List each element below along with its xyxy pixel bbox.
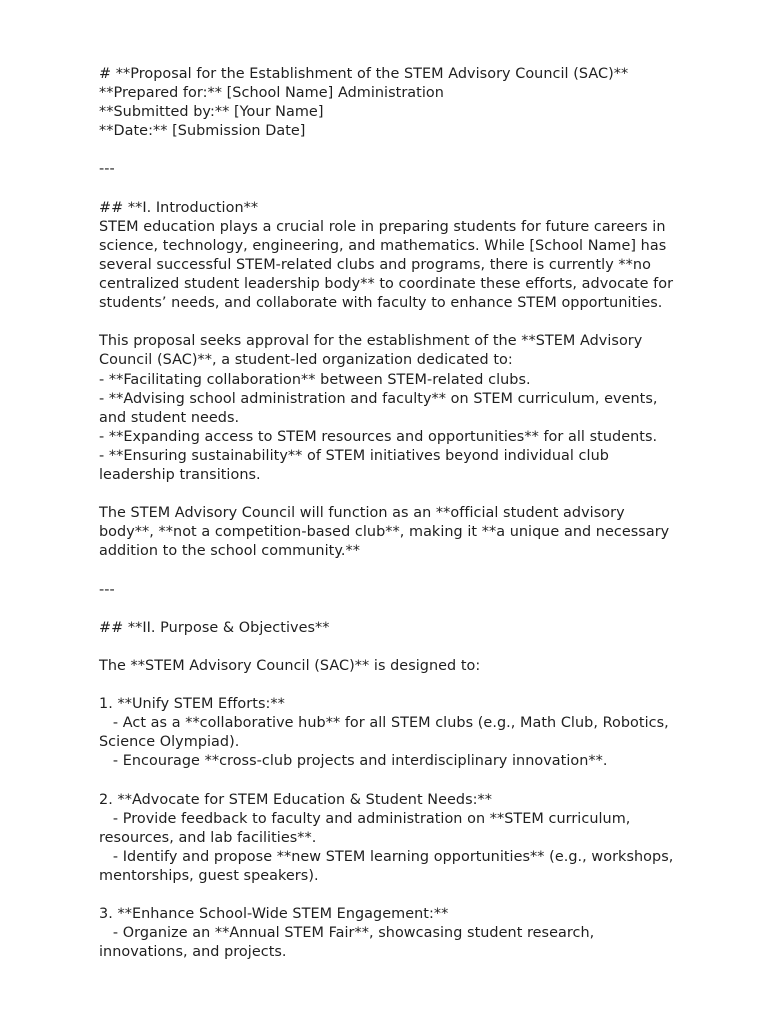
paragraph-line: This proposal seeks approval for the establishment of the **STEM Advisory [99,333,643,350]
list-item: - **Expanding access to STEM resources and opportunities** for all students. [99,428,658,445]
paragraph-line: STEM education plays a crucial role in preparing students for future careers in [99,218,666,235]
paragraph-line: Council (SAC)**, a student-led organization dedicated to: [99,352,513,369]
list-item-continuation: and student needs. [99,409,240,426]
submitted-by-line: **Submitted by:** [Your Name] [99,104,324,121]
blank-line [99,180,699,199]
sub-list-item: - Organize an **Annual STEM Fair**, showcasing student research, [99,925,595,942]
blank-line [99,485,699,504]
paragraph-line: The **STEM Advisory Council (SAC)** is designed to: [99,657,481,674]
blank-line [99,313,699,332]
blank-line [99,886,699,905]
blank-line [99,561,699,580]
sub-list-item: - Provide feedback to faculty and administration on **STEM curriculum, [99,810,631,827]
sub-list-item: - Act as a **collaborative hub** for all STEM clubs (e.g., Math Club, Robotics, [99,715,669,732]
prepared-for-line: **Prepared for:** [School Name] Administration [99,85,444,102]
numbered-item: 2. **Advocate for STEM Education & Student Needs:** [99,791,493,808]
paragraph-line: body**, **not a competition-based club**, making it **a unique and necessary [99,524,670,541]
numbered-item: 3. **Enhance School-Wide STEM Engagement:** [99,906,449,923]
paragraph-line: several successful STEM-related clubs and programs, there is currently **no [99,256,651,273]
paragraph-line: addition to the school community.** [99,543,360,560]
list-item: - **Facilitating collaboration** between STEM-related clubs. [99,371,531,388]
paragraph-line: The STEM Advisory Council will function as an **official student advisory [99,505,625,522]
blank-line [99,141,699,160]
section-heading-introduction: ## **I. Introduction** [99,199,259,216]
sub-list-item-continuation: Science Olympiad). [99,734,240,751]
blank-line [99,676,699,695]
horizontal-rule-marker: --- [99,581,115,598]
list-item-continuation: leadership transitions. [99,466,261,483]
blank-line [99,771,699,790]
blank-line [99,638,699,657]
sub-list-item-continuation: mentorships, guest speakers). [99,867,319,884]
document-body [99,65,699,962]
date-line: **Date:** [Submission Date] [99,123,306,140]
sub-list-item: - Encourage **cross-club projects and interdisciplinary innovation**. [99,753,608,770]
sub-list-item-continuation: innovations, and projects. [99,944,287,961]
list-item: - **Advising school administration and faculty** on STEM curriculum, events, [99,390,658,407]
horizontal-rule-marker: --- [99,161,115,178]
sub-list-item: - Identify and propose **new STEM learning opportunities** (e.g., workshops, [99,848,674,865]
blank-line [99,600,699,619]
paragraph-line: science, technology, engineering, and mathematics. While [School Name] has [99,237,667,254]
section-heading-purpose: ## **II. Purpose & Objectives** [99,619,330,636]
numbered-item: 1. **Unify STEM Efforts:** [99,696,285,713]
paragraph-line: centralized student leadership body** to coordinate these efforts, advocate for [99,276,674,293]
paragraph-line: students’ needs, and collaborate with faculty to enhance STEM opportunities. [99,295,663,312]
list-item: - **Ensuring sustainability** of STEM initiatives beyond individual club [99,447,609,464]
sub-list-item-continuation: resources, and lab facilities**. [99,829,317,846]
document-title: # **Proposal for the Establishment of the STEM Advisory Council (SAC)** [99,66,629,82]
